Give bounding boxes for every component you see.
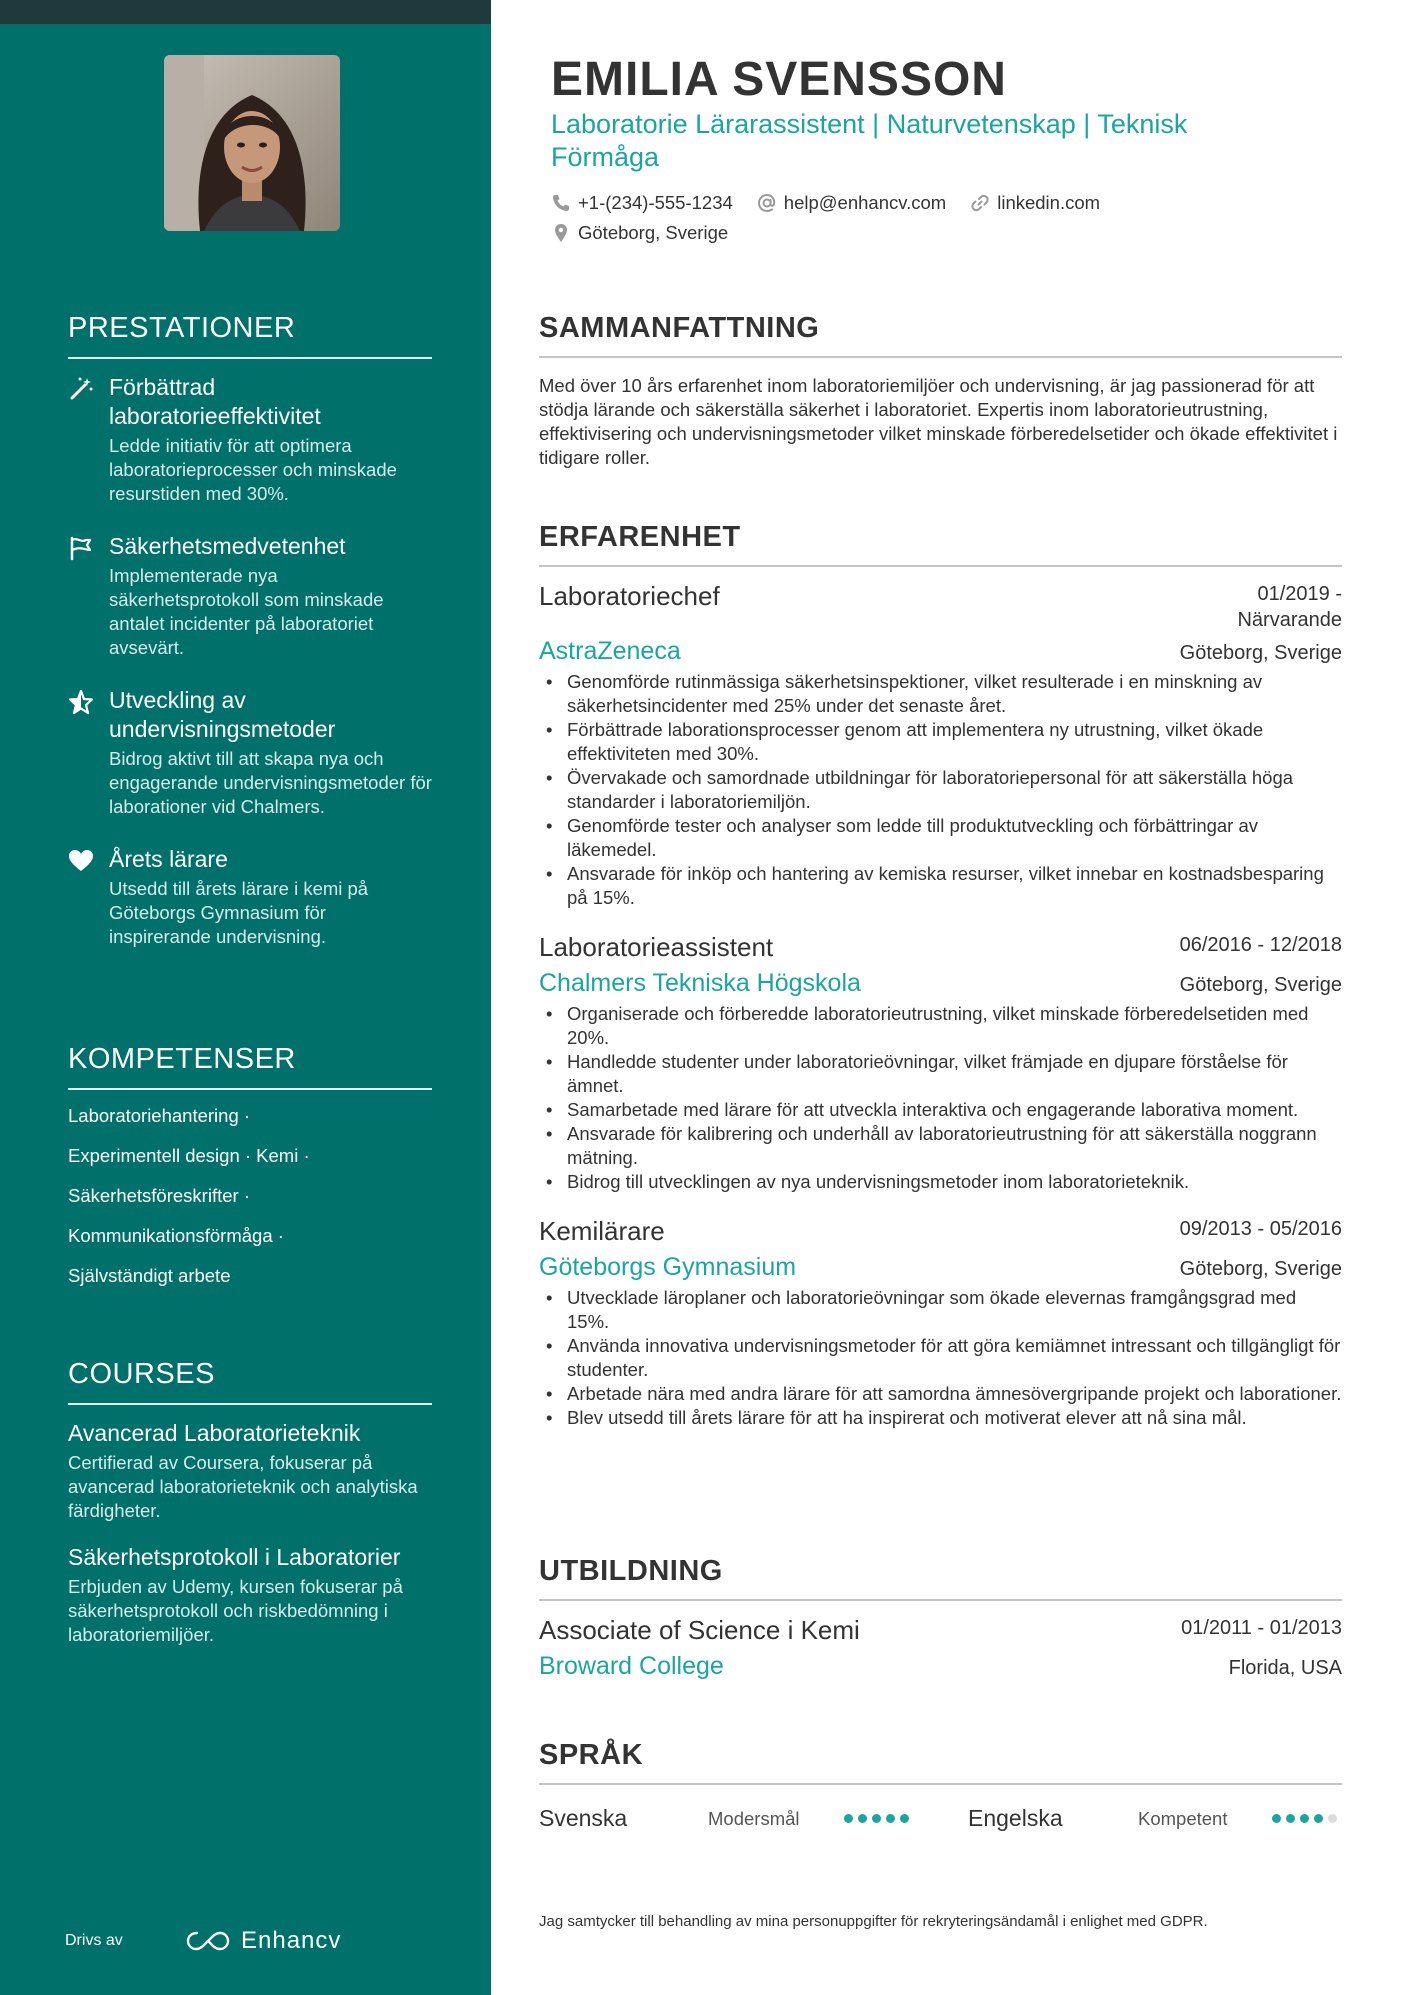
language-level: Kompetent — [1138, 1807, 1228, 1829]
enhancv-logo[interactable] — [185, 1927, 341, 1955]
linkedin-contact[interactable] — [970, 192, 1100, 214]
summary-heading: SAMMANFATTNING — [539, 312, 1342, 358]
phone-contact[interactable] — [551, 192, 733, 214]
experience-heading: ERFARENHET — [539, 521, 1342, 567]
skill-item: Kommunikationsförmåga · — [68, 1225, 284, 1246]
skills-heading: KOMPETENSER — [68, 1043, 432, 1090]
language-name: Svenska — [539, 1805, 628, 1831]
rating-dot — [1272, 1814, 1281, 1823]
skill-item: Experimentell design · Kemi · — [68, 1145, 310, 1166]
language-rating — [844, 1814, 909, 1823]
education-section — [539, 1555, 1342, 1681]
language-item — [539, 1805, 968, 1832]
rating-dot — [1328, 1814, 1337, 1823]
company-name: AstraZeneca — [539, 637, 681, 665]
degree-title: Associate of Science i Kemi — [539, 1615, 860, 1645]
email-contact[interactable] — [757, 192, 946, 214]
achievements-section — [68, 312, 432, 949]
rating-dot — [900, 1814, 909, 1823]
achievement-item — [68, 373, 432, 506]
link-icon — [970, 193, 990, 213]
course-description: Certifierad av Coursera, fokuserar på avancerad laboratorieteknik och analytiska färdigheter. — [68, 1452, 418, 1521]
brand-name: Enhancv — [241, 1927, 342, 1954]
phone-number: +1-(234)-555-1234 — [578, 192, 733, 213]
job-location: Göteborg, Sverige — [1179, 1258, 1342, 1280]
skills-section — [68, 1043, 432, 1288]
languages-row — [539, 1805, 1342, 1832]
job-bullets — [539, 1286, 1342, 1430]
achievement-description: Utsedd till årets lärare i kemi på Göteborgs Gymnasium för inspirerande undervisning. — [109, 878, 369, 947]
skill-item: Laboratoriehantering · — [68, 1105, 251, 1126]
location-pin-icon — [551, 223, 571, 243]
bullet-item: • Samarbetade med lärare för att utveckla interaktiva och engagerande laborativa moment. — [539, 1098, 1342, 1122]
achievement-title: Utveckling av undervisningsmetoder — [109, 687, 336, 742]
achievement-title: Förbättrad laboratorieeffektivitet — [109, 374, 321, 429]
bullet-item: • Ansvarade för inköp och hantering av kemiska resurser, vilket innebar en kostnadsbesparing på 15%. — [539, 862, 1342, 910]
achievement-description: Bidrog aktivt till att skapa nya och engagerande undervisningsmetoder för laborationer vid Chalmers. — [109, 748, 432, 817]
job-bullets — [539, 1002, 1342, 1194]
achievement-item — [68, 845, 432, 949]
flag-icon — [68, 535, 94, 561]
candidate-title: Laboratorie Lärarassistent | Naturvetenskap | Teknisk Förmåga — [551, 109, 1188, 172]
education-entry — [539, 1615, 1342, 1681]
rating-dot — [872, 1814, 881, 1823]
company-name: Göteborgs Gymnasium — [539, 1253, 797, 1281]
bullet-item: • Genomförde tester och analyser som ledde till produktutveckling och förbättringar av läkemedel. — [539, 814, 1342, 862]
at-icon — [757, 193, 777, 213]
language-level: Modersmål — [708, 1807, 800, 1829]
location-text: Göteborg, Sverige — [578, 222, 729, 243]
skill-item: Självständigt arbete — [68, 1265, 231, 1286]
language-item — [968, 1805, 1342, 1832]
achievement-title: Årets lärare — [109, 846, 228, 872]
job-title: Kemilärare — [539, 1216, 665, 1246]
job-title: Laboratorieassistent — [539, 932, 774, 962]
education-location: Florida, USA — [1228, 1657, 1342, 1679]
achievements-heading: PRESTATIONER — [68, 312, 432, 359]
bullet-item: • Blev utsedd till årets lärare för att ha inspirerat och motiverat elever att nå sina mål. — [539, 1406, 1342, 1430]
gdpr-consent: Jag samtycker till behandling av mina personuppgifter för rekryteringsändamål i enlighet med GDPR. — [539, 1913, 1208, 1930]
job-date: 09/2013 - 05/2016 — [1179, 1218, 1342, 1240]
course-title: Säkerhetsprotokoll i Laboratorier — [68, 1544, 401, 1570]
rating-dot — [858, 1814, 867, 1823]
contact-info — [551, 192, 1331, 252]
bullet-item: • Arbetade nära med andra lärare för att samordna ämnesövergripande projekt och laborationer. — [539, 1382, 1342, 1406]
rating-dot — [886, 1814, 895, 1823]
magic-wand-icon — [68, 376, 94, 402]
bullet-item: • Bidrog till utvecklingen av nya undervisningsmetoder inom laboratorieteknik. — [539, 1170, 1342, 1194]
bullet-item: • Handledde studenter under laboratorieövningar, vilket främjade en djupare förståelse för ämnet. — [539, 1050, 1342, 1098]
experience-section — [539, 521, 1342, 1430]
job-bullets — [539, 670, 1342, 910]
bullet-item: • Ansvarade för kalibrering och underhåll av laboratorieutrustning för att säkerställa noggrann mätning. — [539, 1122, 1342, 1170]
courses-heading: COURSES — [68, 1358, 432, 1405]
candidate-name: EMILIA SVENSSON — [551, 53, 1007, 106]
summary-section — [539, 312, 1342, 470]
heart-icon — [68, 848, 94, 874]
job-entry — [539, 932, 1342, 1194]
job-location: Göteborg, Sverige — [1179, 974, 1342, 996]
enhancv-logo-icon — [185, 1929, 231, 1953]
rating-dot — [1300, 1814, 1309, 1823]
language-rating — [1272, 1814, 1337, 1823]
course-title: Avancerad Laboratorieteknik — [68, 1420, 361, 1446]
sidebar-top-bar — [0, 0, 491, 24]
job-entry — [539, 581, 1342, 910]
bullet-item: • Organiserade och förberedde laboratorieutrustning, vilket minskade förberedelsetiden med 20%. — [539, 1002, 1342, 1050]
job-location: Göteborg, Sverige — [1179, 642, 1342, 664]
achievement-description: Implementerade nya säkerhetsprotokoll som minskade antalet incidenter på laboratoriet avsevärt. — [109, 565, 384, 658]
profile-photo — [164, 55, 340, 231]
languages-heading: SPRÅK — [539, 1739, 1342, 1785]
bullet-item: • Använda innovativa undervisningsmetoder för att göra kemiämnet intressant och tillgängligt för studenter. — [539, 1334, 1342, 1382]
language-name: Engelska — [968, 1805, 1063, 1831]
job-date: 06/2016 - 12/2018 — [1179, 934, 1342, 956]
company-name: Chalmers Tekniska Högskola — [539, 969, 861, 997]
education-heading: UTBILDNING — [539, 1555, 1342, 1601]
rating-dot — [844, 1814, 853, 1823]
course-item — [68, 1543, 432, 1647]
course-item — [68, 1419, 432, 1523]
achievement-title: Säkerhetsmedvetenhet — [109, 533, 346, 559]
star-icon — [68, 689, 94, 715]
linkedin-url: linkedin.com — [997, 192, 1101, 213]
achievement-item — [68, 686, 432, 819]
course-description: Erbjuden av Udemy, kursen fokuserar på säkerhetsprotokoll och riskbedömning i laboratoriemiljöer. — [68, 1576, 403, 1645]
education-date: 01/2011 - 01/2013 — [1181, 1617, 1342, 1639]
bullet-item: • Genomförde rutinmässiga säkerhetsinspektioner, vilket resulterade i en minskning av säkerhetsincidenter med 25% under det senaste året. — [539, 670, 1342, 718]
job-title: Laboratoriechef — [539, 581, 720, 611]
skill-item: Säkerhetsföreskrifter · — [68, 1185, 250, 1206]
achievement-description: Ledde initiativ för att optimera laboratorieprocesser och minskade resurstiden med 30%. — [109, 435, 397, 504]
languages-section — [539, 1739, 1342, 1832]
job-date: 01/2019 - Närvarande — [1237, 583, 1342, 631]
bullet-item: • Utvecklade läroplaner och laboratorieövningar som ökade elevernas framgångsgrad med 15%. — [539, 1286, 1342, 1334]
job-entry — [539, 1216, 1342, 1430]
location-contact — [551, 222, 728, 244]
phone-icon — [551, 193, 571, 213]
summary-text: Med över 10 års erfarenhet inom laboratoriemiljöer och undervisning, är jag passionerad för att stödja lärande och säkerställa säkerhet i laboratoriet. Expertis inom laboratorieutrustning, effektivisering och undervisningsmetoder vilket minskade förberedelsetider och ökade effektivitet i tidigare roller. — [539, 375, 1338, 468]
bullet-item: • Övervakade och samordnade utbildningar för laboratoriepersonal för att säkerställa höga standarder i laboratoriemiljön. — [539, 766, 1342, 814]
email-address: help@enhancv.com — [783, 192, 947, 213]
rating-dot — [1314, 1814, 1323, 1823]
rating-dot — [1286, 1814, 1295, 1823]
courses-section — [68, 1358, 432, 1647]
achievement-item — [68, 532, 432, 660]
powered-by-label: Drivs av — [65, 1932, 123, 1949]
school-name: Broward College — [539, 1652, 724, 1680]
bullet-item: • Förbättrade laborationsprocesser genom att implementera ny utrustning, vilket ökade effektiviteten med 30%. — [539, 718, 1342, 766]
sidebar — [0, 0, 491, 1995]
